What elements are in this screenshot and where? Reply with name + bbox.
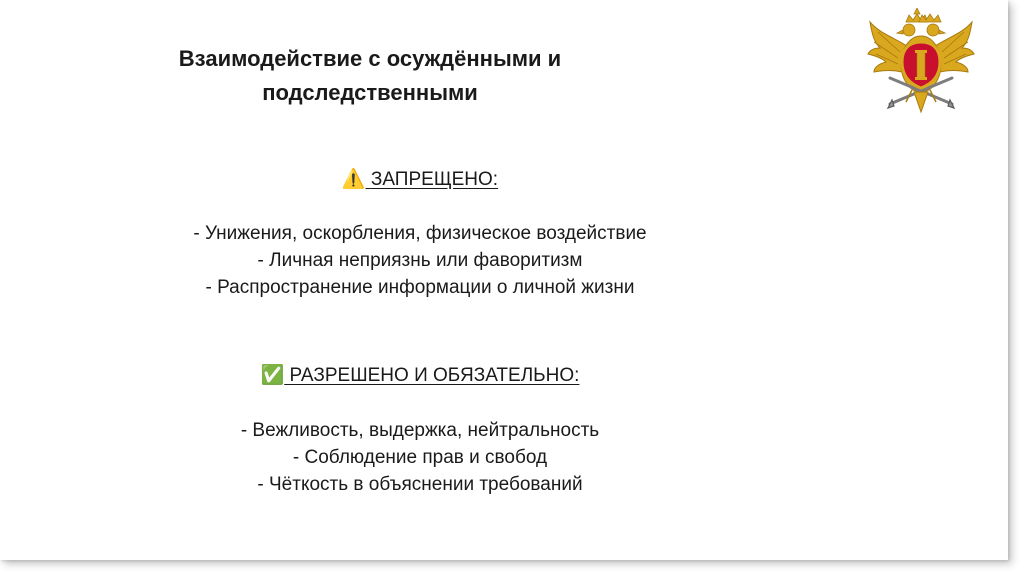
forbidden-section: [0, 166, 840, 301]
allowed-list: [0, 417, 840, 498]
allowed-heading: [0, 362, 840, 389]
forbidden-item: - Распространение информации о личной жизни: [205, 277, 635, 298]
forbidden-item: - Унижения, оскорбления, физическое воздействие: [193, 223, 647, 244]
title-line-1: Взаимодействие с осуждёнными и: [178, 46, 562, 71]
forbidden-heading: [0, 166, 840, 193]
title-line-2: подследственными: [262, 80, 478, 105]
allowed-item: - Вежливость, выдержка, нейтральность: [240, 420, 600, 441]
forbidden-heading-text: ЗАПРЕЩЕНО:: [370, 169, 499, 190]
forbidden-list: [0, 220, 840, 301]
forbidden-item: - Личная неприязнь или фаворитизм: [257, 250, 583, 271]
fsin-emblem-icon: [866, 8, 976, 130]
checkmark-icon: ✅: [260, 365, 285, 386]
allowed-item: - Чёткость в объяснении требований: [257, 474, 583, 495]
allowed-item: - Соблюдение прав и свобод: [292, 447, 548, 468]
allowed-heading-text: РАЗРЕШЕНО И ОБЯЗАТЕЛЬНО:: [289, 365, 580, 386]
allowed-section: [0, 362, 840, 498]
slide-title: [120, 42, 620, 110]
warning-icon: ⚠️: [341, 169, 366, 190]
